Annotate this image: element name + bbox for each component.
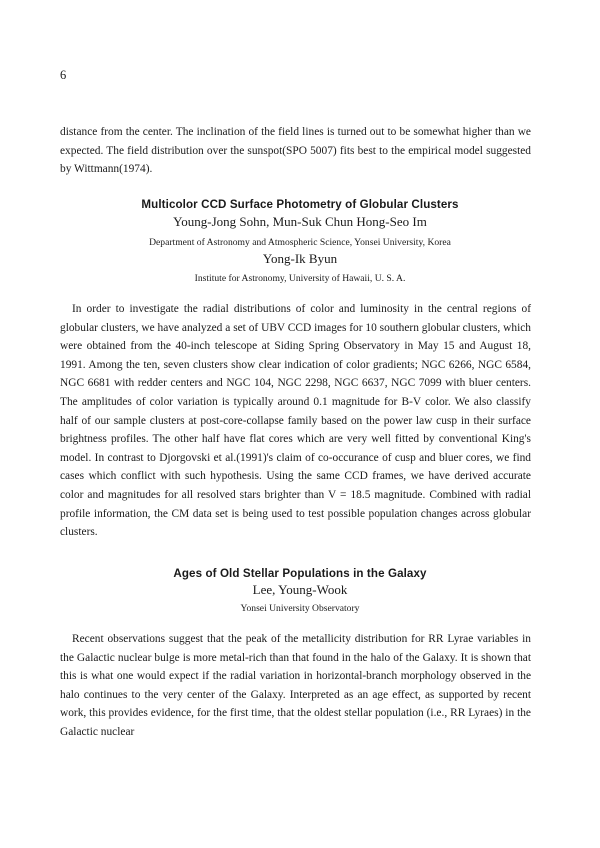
page-number: 6	[60, 68, 67, 82]
abstract-stellar-ages: Recent observations suggest that the peak of the metallicity distribution for RR Lyrae variables in the Galactic nuclear bulge is more metal-rich than that found in the halo of the Galaxy. It is shown that this is what one would expect if the radial variation in horizontal-branch morphology observed in the halo continues to the very center of the Galaxy. Interpreted as an age effect, as supported by recent work, this provides evidence, for the first time, that the oldest stellar population (i.e., RR Lyraes) in the Galactic nuclear	[60, 633, 531, 738]
abstract-globular-clusters: In order to investigate the radial distributions of color and luminosity in the central regions of globular clusters, we have analyzed a set of UBV CCD images for 10 southern globular clusters, which were obtained from the 40-inch telescope at Siding Spring Observatory in May 15 and August 18, 1991. Among the ten, seven clusters show clear indication of color gradients; NGC 6266, NGC 6584, NGC 6681 with redder centers and NGC 104, NGC 2298, NGC 6637, NGC 7099 with bluer centers. The amplitudes of color variation is typically around 0.1 magnitude for B-V color. We also classify half of our sample clusters at post-core-collapse family based on the power law cusp in their surface brightness profiles. The other half have flat cores which are very well fitted by conventional King's model. In contrast to Djorgovski et al.(1991)'s claim of co-occurance of cusp and bluer cores, we find cases which conflict with such hypothesis. Using the same CCD frames, we have derived accurate color and magnitudes for all resolved stars brighter than V = 18.5 magnitude. Combined with radial profile information, the CM data set is being used to test possible population changes across globular clusters.	[60, 303, 531, 539]
affiliation-hawaii: Institute for Astronomy, University of Hawaii, U. S. A.	[194, 273, 406, 284]
author-lee: Lee, Young-Wook	[252, 582, 348, 597]
section-title-globular-clusters: Multicolor CCD Surface Photometry of Globular Clusters	[141, 198, 459, 211]
authors-line-1: Young-Jong Sohn, Mun-Suk Chun Hong-Seo Im	[173, 214, 427, 229]
affiliation-yonsei-observatory: Yonsei University Observatory	[240, 603, 360, 614]
intro-paragraph: distance from the center. The inclination of the field lines is turned out to be somewhat higher than we expected. The field distribution over the sunspot(SPO 5007) fits best to the empirical model suggested by Wittmann(1974).	[60, 126, 531, 176]
section-title-stellar-ages: Ages of Old Stellar Populations in the Galaxy	[173, 567, 427, 580]
authors-line-2: Yong-Ik Byun	[262, 251, 338, 266]
affiliation-yonsei-korea: Department of Astronomy and Atmospheric Science, Yonsei University, Korea	[149, 237, 451, 248]
